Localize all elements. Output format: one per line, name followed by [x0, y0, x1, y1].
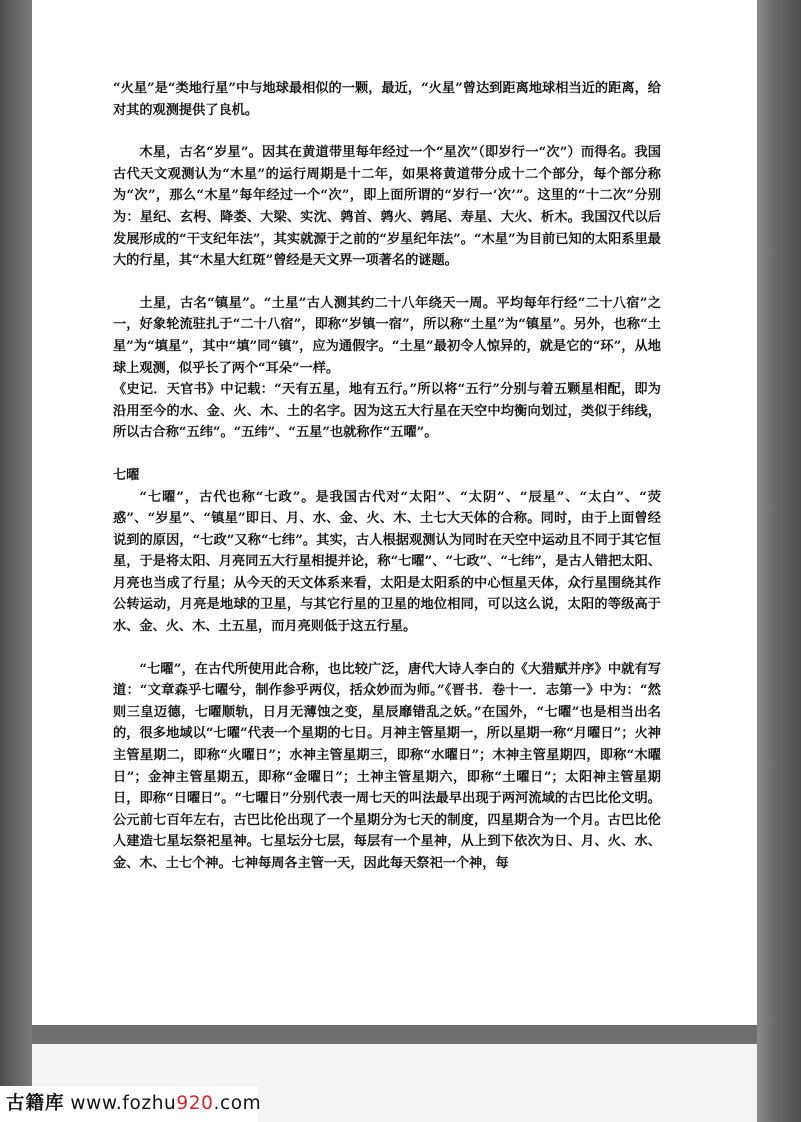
paragraph-saturn: 土星，古名“镇星”。“土星”古人测其约二十八年绕天一周。平均每年行经“二十八宿”之一，好象轮流驻扎于“二十八宿”，即称“岁镇一宿”，所以称“土星”为“镇星”。另外，也称“土星”为“填星”，其中“填”同“镇”，应为通假字。“土星”最初令人惊异的，就是它的“环”，从地球上观测，似乎长了两个“耳朵”一样。 — [113, 295, 661, 376]
watermark-brand: 古籍库 — [6, 1093, 65, 1114]
paragraph-five-planets: 《史记．天官书》中记载：“天有五星，地有五行。”所以将“五行”分别与着五颗星相配，即为沿用至今的水、金、火、木、土的名字。因为这五大行星在天空中均衡向划过，类似于纬线，所以古合称“五纬”。“五纬”、“五星”也就称作“五曜”。 — [113, 382, 661, 441]
watermark-url-number: 920 — [176, 1093, 214, 1114]
paragraph-jupiter: 木星，古名“岁星”。因其在黄道带里每年经过一个“星次”（即岁行一“次”）而得名。我国古代天文观测认为“木星”的运行周期是十二年，如果将黄道带分成十二个部分，每个部分称为“次”，那么“木星”每年经过一个“次”，即上面所谓的“岁行一‘次’”。这里的“十二次”分别为：星纪、玄枵、降娄、大梁、实沈、鹑首、鹑火、鹑尾、寿星、大火、析木。我国汉代以后发展形成的“干支纪年法”，其实就源于之前的“岁星纪年法”。“木星”为目前已知的太阳系里最大的行星，其“木星大红斑”曾经是天文界一项著名的谜题。 — [113, 145, 661, 269]
paragraph-mars: “火星”是“类地行星”中与地球最相似的一颗，最近，“火星”曾达到距离地球相当近的距离，给对其的观测提供了良机。 — [113, 81, 661, 118]
site-watermark-logo — [0, 1086, 262, 1122]
page-text-area — [113, 78, 661, 875]
viewer-left-margin — [0, 0, 32, 1122]
watermark-url-suffix: .com — [213, 1093, 262, 1114]
viewer-right-scrollbar-area[interactable] — [757, 0, 801, 1122]
watermark-url — [70, 1093, 261, 1114]
paragraph-qiyao-usage: “七曜”，在古代所使用此合称，也比较广泛，唐代大诗人李白的《大猎赋并序》中就有写道：“文章森乎七曜兮，制作参乎两仪，括众妙而为师。”《晋书．卷十一．志第一》中为：“然则三皇迈德，七曜顺轨，日月无薄蚀之变，星辰靡错乱之妖。”在国外，“七曜”也是相当出名的，很多地域以“七曜”代表一个星期的七日。月神主管星期一，所以星期一称“月曜日”；火神主管星期二，即称“火曜日”；水神主管星期三，即称“水曜日”；木神主管星期四，即称“木曜日”；金神主管星期五，即称“金曜日”；土神主管星期六，即称“土曜日”；太阳神主管星期日，即称“日曜日”。“七曜日”分别代表一周七天的叫法最早出现于两河流域的古巴比伦文明。公元前七百年左右，古巴比伦出现了一个星期分为七天的制度，四星期合为一个月。古巴比伦人建造七星坛祭祀星神。七星坛分七层，每层有一个星神，从上到下依次为日、月、火、水、金、木、土七个神。七神每周各主管一天，因此每天祭祀一个神，每 — [113, 661, 661, 871]
watermark-url-prefix: www.fozhu — [70, 1093, 177, 1114]
paragraph-qiyao-definition: “七曜”，古代也称“七政”。是我国古代对“太阳”、“太阴”、“辰星”、“太白”、“荧惑”、“岁星”、“镇星”即日、月、水、金、火、木、土七大天体的合称。同时，由于上面曾经说到的原因，“七政”又称“七纬”。其实，古人根据观测认为同时在天空中运动且不同于其它恒星，于是将太阳、月亮同五大行星相提并论，称“七曜”、“七政”、“七纬”，是古人错把太阳、月亮也当成了行星；从今天的天文体系来看，太阳是太阳系的中心恒星天体，众行星围绕其作公转运动，月亮是地球的卫星，与其它行星的卫星的地位相同，可以这么说，太阳的等级高于水、金、火、木、土五星，而月亮则低于这五行星。 — [113, 489, 661, 635]
section-heading-qiyao: 七曜 — [113, 467, 140, 483]
